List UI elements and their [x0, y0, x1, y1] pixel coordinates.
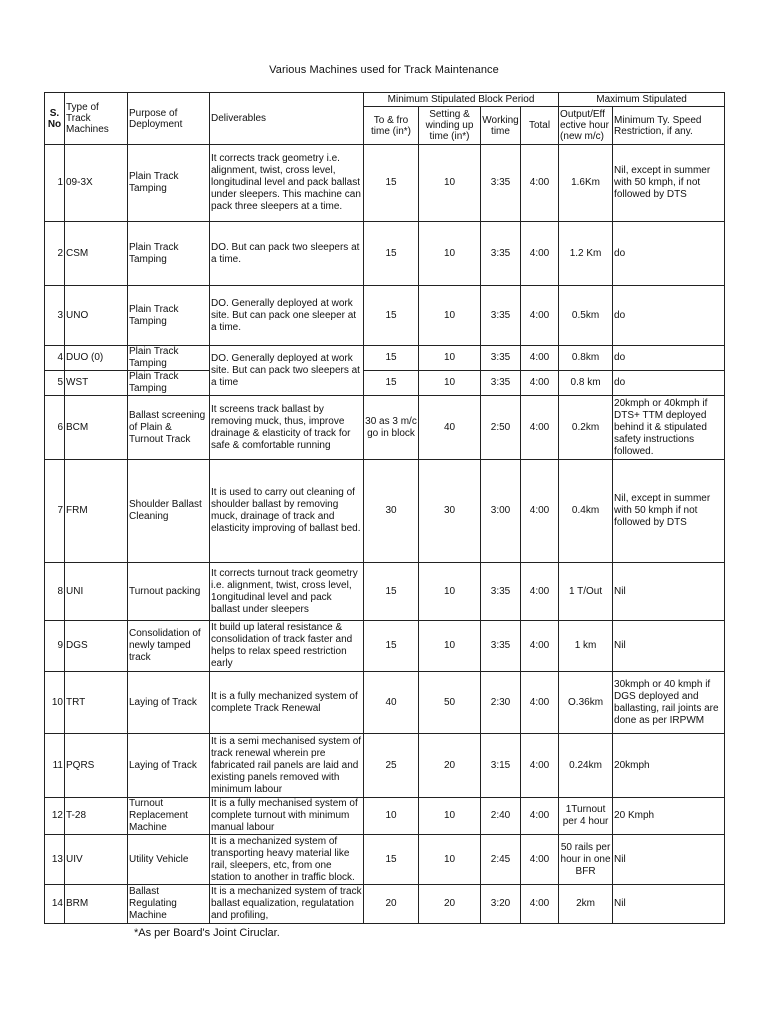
document-title: Various Machines used for Track Maintenance [269, 64, 499, 76]
cell-output: 1 T/Out [559, 563, 613, 621]
cell-working: 3:35 [481, 621, 521, 672]
cell-sno: 8 [45, 563, 65, 621]
header-working: Working time [481, 107, 521, 145]
table-row [45, 460, 725, 563]
cell-speed: Nil, except in summer with 50 kmph, if not followed by DTS [613, 145, 725, 222]
table-row [45, 396, 725, 460]
cell-total: 4:00 [521, 145, 559, 222]
cell-total: 4:00 [521, 835, 559, 885]
cell-deliverables: It is a mechanized system of transporting heavy material like rail, sleepers, etc, from one station to another in traffic block. [210, 835, 364, 885]
cell-deliverables: It is a semi mechanised system of track renewal wherein pre fabricated rail panels are laid and existing panels removed with minimum labour [210, 734, 364, 798]
cell-total: 4:00 [521, 396, 559, 460]
cell-total: 4:00 [521, 222, 559, 286]
table-row [45, 371, 725, 396]
cell-purpose: Shoulder Ballast Cleaning [128, 460, 210, 563]
cell-total: 4:00 [521, 798, 559, 835]
cell-sno: 4 [45, 346, 65, 371]
cell-deliverables: It is a fully mechanized system of complete Track Renewal [210, 672, 364, 734]
cell-setting: 10 [419, 286, 481, 346]
cell-output: 0.24km [559, 734, 613, 798]
cell-output: 1 km [559, 621, 613, 672]
cell-total: 4:00 [521, 460, 559, 563]
cell-deliverables: DO. Generally deployed at work site. But can pack two sleepers at a time [210, 346, 364, 396]
table-row [45, 734, 725, 798]
cell-to-fro: 15 [364, 346, 419, 371]
table-row [45, 835, 725, 885]
header-deliverables: Deliverables [210, 93, 364, 145]
cell-working: 3:35 [481, 563, 521, 621]
table-row [45, 672, 725, 734]
cell-setting: 40 [419, 396, 481, 460]
cell-working: 2:50 [481, 396, 521, 460]
cell-total: 4:00 [521, 672, 559, 734]
cell-output: 0.8 km [559, 371, 613, 396]
track-machines-table [44, 92, 725, 924]
cell-sno: 11 [45, 734, 65, 798]
table-row [45, 145, 725, 222]
cell-sno: 10 [45, 672, 65, 734]
table-row [45, 563, 725, 621]
cell-output: 1.2 Km [559, 222, 613, 286]
cell-working: 2:40 [481, 798, 521, 835]
cell-output: 0.2km [559, 396, 613, 460]
header-type: Type of Track Machines [65, 93, 128, 145]
cell-speed: do [613, 346, 725, 371]
table-row [45, 621, 725, 672]
cell-sno: 1 [45, 145, 65, 222]
cell-purpose: Plain Track Tamping [128, 145, 210, 222]
cell-to-fro: 30 [364, 460, 419, 563]
cell-purpose: Utility Vehicle [128, 835, 210, 885]
cell-deliverables: It corrects turnout track geometry i.e. alignment, twist, cross level, 1ongitudinal level and pack ballast under sleepers [210, 563, 364, 621]
cell-setting: 10 [419, 371, 481, 396]
table-row [45, 286, 725, 346]
cell-output: 50 rails per hour in one BFR [559, 835, 613, 885]
cell-sno: 7 [45, 460, 65, 563]
cell-speed: 20kmph or 40kmph if DTS+ TTM deployed behind it & stipulated safety instructions followed. [613, 396, 725, 460]
cell-deliverables: DO. Generally deployed at work site. But can pack one sleeper at a time. [210, 286, 364, 346]
cell-type: DGS [65, 621, 128, 672]
cell-to-fro: 15 [364, 222, 419, 286]
cell-working: 3:35 [481, 145, 521, 222]
cell-purpose: Laying of Track [128, 672, 210, 734]
cell-purpose: Plain Track Tamping [128, 371, 210, 396]
cell-output: O.36km [559, 672, 613, 734]
cell-setting: 10 [419, 145, 481, 222]
cell-output: 0.5km [559, 286, 613, 346]
header-purpose: Purpose of Deployment [128, 93, 210, 145]
cell-to-fro: 30 as 3 m/c go in block [364, 396, 419, 460]
footnote: *As per Board's Joint Ciruclar. [134, 927, 280, 939]
cell-type: BRM [65, 885, 128, 924]
cell-sno: 14 [45, 885, 65, 924]
cell-deliverables: It is a mechanized system of track ballast equalization, regulatation and profiling, [210, 885, 364, 924]
cell-to-fro: 40 [364, 672, 419, 734]
cell-total: 4:00 [521, 563, 559, 621]
cell-to-fro: 15 [364, 563, 419, 621]
cell-purpose: Consolidation of newly tamped track [128, 621, 210, 672]
cell-working: 3:00 [481, 460, 521, 563]
cell-speed: do [613, 371, 725, 396]
header-block-period: Minimum Stipulated Block Period [364, 93, 559, 107]
cell-working: 3:35 [481, 286, 521, 346]
cell-setting: 10 [419, 222, 481, 286]
cell-total: 4:00 [521, 621, 559, 672]
cell-type: DUO (0) [65, 346, 128, 371]
cell-speed: Nil [613, 563, 725, 621]
cell-purpose: Plain Track Tamping [128, 286, 210, 346]
cell-working: 3:35 [481, 346, 521, 371]
cell-speed: do [613, 222, 725, 286]
cell-setting: 30 [419, 460, 481, 563]
cell-sno: 2 [45, 222, 65, 286]
cell-purpose: Ballast Regulating Machine [128, 885, 210, 924]
cell-type: UNO [65, 286, 128, 346]
cell-purpose: Turnout Replacement Machine [128, 798, 210, 835]
cell-working: 2:30 [481, 672, 521, 734]
cell-setting: 10 [419, 346, 481, 371]
cell-type: BCM [65, 396, 128, 460]
cell-to-fro: 15 [364, 145, 419, 222]
table-row [45, 346, 725, 371]
cell-working: 3:35 [481, 222, 521, 286]
cell-setting: 10 [419, 563, 481, 621]
cell-type: WST [65, 371, 128, 396]
cell-speed: 20kmph [613, 734, 725, 798]
cell-to-fro: 10 [364, 798, 419, 835]
cell-sno: 13 [45, 835, 65, 885]
cell-type: 09-3X [65, 145, 128, 222]
cell-type: CSM [65, 222, 128, 286]
cell-output: 2km [559, 885, 613, 924]
cell-setting: 20 [419, 734, 481, 798]
cell-speed: Nil, except in summer with 50 kmph if not followed by DTS [613, 460, 725, 563]
cell-speed: 20 Kmph [613, 798, 725, 835]
cell-speed: 30kmph or 40 kmph if DGS deployed and ballasting, rail joints are done as per IRPWM [613, 672, 725, 734]
cell-sno: 5 [45, 371, 65, 396]
header-to-fro: To & fro time (in*) [364, 107, 419, 145]
cell-working: 3:20 [481, 885, 521, 924]
cell-setting: 20 [419, 885, 481, 924]
cell-sno: 9 [45, 621, 65, 672]
cell-purpose: Plain Track Tamping [128, 222, 210, 286]
cell-sno: 6 [45, 396, 65, 460]
cell-speed: Nil [613, 885, 725, 924]
cell-to-fro: 25 [364, 734, 419, 798]
cell-deliverables: It corrects track geometry i.e. alignment, twist, cross level, longitudinal level and pack ballast under sleepers. This machine can pack three sleepers at a time. [210, 145, 364, 222]
cell-setting: 10 [419, 621, 481, 672]
cell-total: 4:00 [521, 346, 559, 371]
cell-total: 4:00 [521, 885, 559, 924]
header-setting: Setting & winding up time (in*) [419, 107, 481, 145]
cell-type: PQRS [65, 734, 128, 798]
cell-deliverables: It is a fully mechanised system of complete turnout with minimum manual labour [210, 798, 364, 835]
header-output: Output/Eff ective hour (new m/c) [559, 107, 613, 145]
cell-deliverables: It is used to carry out cleaning of shoulder ballast by removing muck, drainage of track and elasticity improving of ballast bed. [210, 460, 364, 563]
cell-type: UIV [65, 835, 128, 885]
header-speed: Minimum Ty. Speed Restriction, if any. [613, 107, 725, 145]
cell-purpose: Turnout packing [128, 563, 210, 621]
cell-deliverables: It build up lateral resistance & consolidation of track faster and helps to relax speed restriction early [210, 621, 364, 672]
cell-output: 0.4km [559, 460, 613, 563]
table-row [45, 798, 725, 835]
cell-sno: 12 [45, 798, 65, 835]
cell-working: 3:15 [481, 734, 521, 798]
cell-purpose: Plain Track Tamping [128, 346, 210, 371]
cell-setting: 50 [419, 672, 481, 734]
header-sno: S. No [45, 93, 65, 145]
cell-total: 4:00 [521, 734, 559, 798]
cell-working: 3:35 [481, 371, 521, 396]
cell-type: FRM [65, 460, 128, 563]
cell-type: TRT [65, 672, 128, 734]
table-row [45, 222, 725, 286]
cell-total: 4:00 [521, 371, 559, 396]
cell-purpose: Laying of Track [128, 734, 210, 798]
cell-setting: 10 [419, 835, 481, 885]
header-total: Total [521, 107, 559, 145]
cell-deliverables: DO. But can pack two sleepers at a time. [210, 222, 364, 286]
cell-sno: 3 [45, 286, 65, 346]
cell-total: 4:00 [521, 286, 559, 346]
cell-purpose: Ballast screening of Plain & Turnout Track [128, 396, 210, 460]
cell-deliverables: It screens track ballast by removing muck, thus, improve drainage & elasticity of track for safe & comfortable running [210, 396, 364, 460]
cell-type: T-28 [65, 798, 128, 835]
cell-to-fro: 15 [364, 286, 419, 346]
header-maximum-stipulated: Maximum Stipulated [559, 93, 725, 107]
cell-type: UNI [65, 563, 128, 621]
cell-to-fro: 20 [364, 885, 419, 924]
cell-output: 1.6Km [559, 145, 613, 222]
cell-speed: Nil [613, 835, 725, 885]
cell-speed: Nil [613, 621, 725, 672]
cell-speed: do [613, 286, 725, 346]
cell-to-fro: 15 [364, 835, 419, 885]
cell-output: 1Turnout per 4 hour [559, 798, 613, 835]
cell-working: 2:45 [481, 835, 521, 885]
cell-to-fro: 15 [364, 621, 419, 672]
cell-output: 0.8km [559, 346, 613, 371]
cell-setting: 10 [419, 798, 481, 835]
cell-to-fro: 15 [364, 371, 419, 396]
table-row [45, 885, 725, 924]
